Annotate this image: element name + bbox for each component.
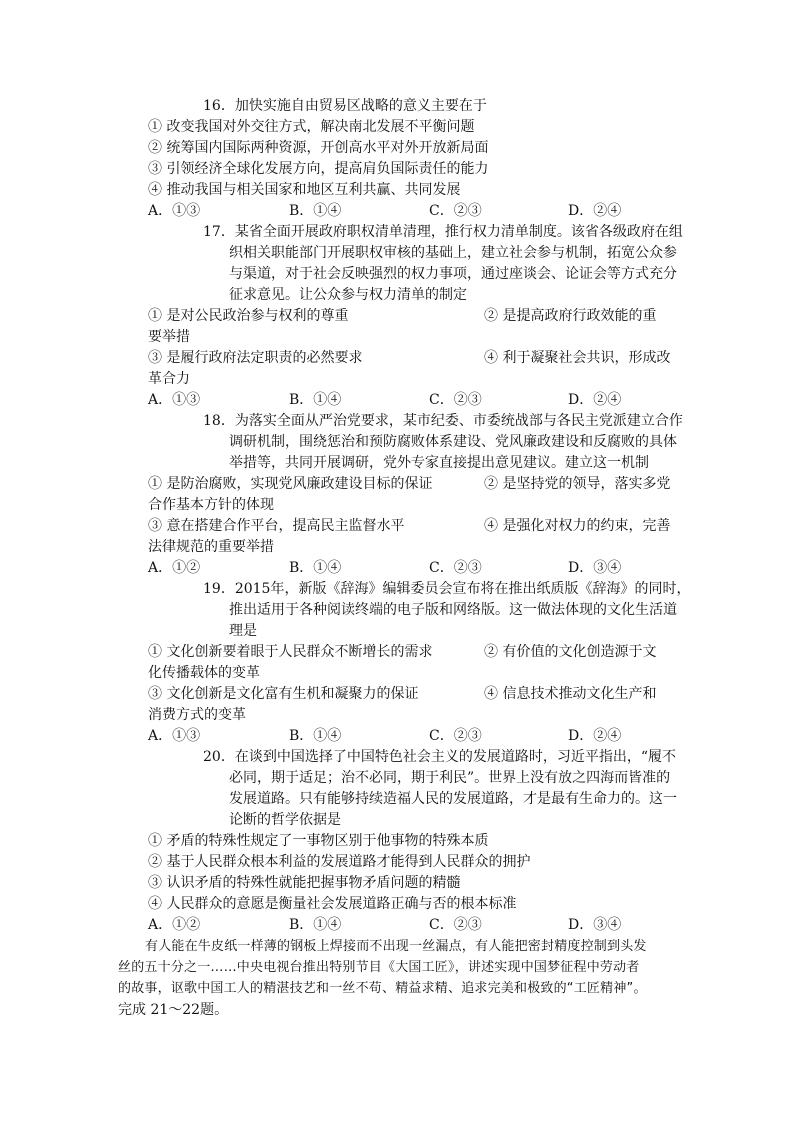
- question-stem-line: 征求意见。让公众参与权力清单的制定: [229, 287, 467, 303]
- option-4: ④ 利于凝聚社会共识，形成改: [484, 350, 671, 366]
- choice-d: D．③④: [568, 560, 622, 576]
- material-line: 的故事，讴歌中国工人的精湛技艺和一丝不苟、精益求精、追求完美和极致的“工匠精神”。: [118, 981, 647, 996]
- question-stem: 20．在谈到中国选择了中国特色社会主义的发展道路时，习近平指出，“履不: [203, 749, 676, 765]
- question-stem-line: 发展道路。只有能够持续造福人民的发展道路，才是最有生命力的。这一: [229, 791, 677, 807]
- choice-a: A．①③: [148, 392, 201, 408]
- choice-b: B．①④: [289, 728, 342, 744]
- choice-c: C．②③: [429, 203, 482, 219]
- choice-b: B．①④: [289, 392, 342, 408]
- choice-d: D．②④: [568, 203, 622, 219]
- question-stem-line: 必同，期于适足；治不必同，期于利民”。世界上没有放之四海而皆准的: [229, 770, 671, 786]
- option-1: ① 是对公民政治参与权利的尊重: [148, 308, 349, 324]
- question-stem: 17．某省全面开展政府职权清单清理，推行权力清单制度。该省各级政府在组: [203, 224, 683, 240]
- option-4-wrap: 法律规范的重要举措: [148, 539, 274, 555]
- material-instruction: 完成 21～22题。: [118, 1002, 229, 1018]
- choice-b: B．①④: [289, 203, 342, 219]
- option-4: ④ 信息技术推动文化生产和: [484, 686, 657, 702]
- option-1: ① 文化创新要着眼于人民群众不断增长的需求: [148, 644, 433, 660]
- choice-a: A．①②: [148, 560, 201, 576]
- option-3: ③ 文化创新是文化富有生机和凝聚力的保证: [148, 686, 419, 702]
- question-stem: 16．加快实施自由贸易区战略的意义主要在于: [203, 98, 487, 114]
- material-line: 有人能在牛皮纸一样薄的钢板上焊接而不出现一丝漏点，有人能把密封精度控制到头发: [145, 939, 647, 954]
- question-stem: 19．2015年，新版《辞海》编辑委员会宣布将在推出纸质版《辞海》的同时，: [203, 581, 691, 597]
- choice-d: D．②④: [568, 392, 622, 408]
- option-1: ① 是防治腐败，实现党风廉政建设目标的保证: [148, 476, 433, 492]
- question-stem-line: 与渠道，对于社会反映强烈的权力事项，通过座谈会、论证会等方式充分: [229, 266, 677, 282]
- option-1: ① 矛盾的特殊性规定了一事物区别于他事物的特殊本质: [148, 833, 489, 849]
- question-stem-line: 织相关职能部门开展职权审核的基础上，建立社会参与机制，拓宽公众参: [229, 245, 677, 261]
- choice-b: B．①④: [289, 560, 342, 576]
- option-2-wrap: 合作基本方针的体现: [148, 497, 274, 513]
- question-stem-line: 推出适用于各种阅读终端的电子版和网络版。这一做法体现的文化生活道: [229, 602, 677, 618]
- question-stem: 18．为落实全面从严治党要求，某市纪委、市委统战部与各民主党派建立合作: [203, 413, 683, 429]
- choice-b: B．①④: [289, 917, 342, 933]
- option-4-wrap: 革合力: [148, 371, 190, 387]
- option-2: ② 基于人民群众根本利益的发展道路才能得到人民群众的拥护: [148, 854, 531, 870]
- choice-c: C．②③: [429, 560, 482, 576]
- option-3: ③ 意在搭建合作平台，提高民主监督水平: [148, 518, 405, 534]
- question-stem-line: 理是: [229, 623, 257, 639]
- choice-d: D．②④: [568, 728, 622, 744]
- option-2-wrap: 要举措: [148, 329, 190, 345]
- option-4: ④ 推动我国与相关国家和地区互利共赢、共同发展: [148, 182, 461, 198]
- question-stem-line: 论断的哲学依据是: [229, 812, 341, 828]
- choice-a: A．①③: [148, 203, 201, 219]
- option-3: ③ 引领经济全球化发展方向，提高肩负国际责任的能力: [148, 161, 489, 177]
- choice-c: C．②③: [429, 392, 482, 408]
- question-stem-line: 举措等，共同开展调研，党外专家直接提出意见建议。建立这一机制: [229, 455, 649, 471]
- choice-d: D．③④: [568, 917, 622, 933]
- option-4: ④ 是强化对权力的约束，完善: [484, 518, 671, 534]
- choice-a: A．①②: [148, 917, 201, 933]
- material-line: 丝的五十分之一……中央电视台推出特别节目《大国工匠》，讲述实现中国梦征程中劳动者: [118, 960, 640, 975]
- option-4-wrap: 消费方式的变革: [148, 707, 246, 723]
- choice-c: C．②③: [429, 917, 482, 933]
- option-4: ④ 人民群众的意愿是衡量社会发展道路正确与否的根本标准: [148, 896, 517, 912]
- choice-a: A．①③: [148, 728, 201, 744]
- option-3: ③ 是履行政府法定职责的必然要求: [148, 350, 363, 366]
- option-2: ② 统筹国内国际两种资源，开创高水平对外开放新局面: [148, 140, 489, 156]
- option-2: ② 是坚持党的领导，落实多党: [484, 476, 671, 492]
- option-2: ② 有价值的文化创造源于文: [484, 644, 657, 660]
- option-3: ③ 认识矛盾的特殊性就能把握事物矛盾问题的精髓: [148, 875, 461, 891]
- option-2: ② 是提高政府行政效能的重: [484, 308, 657, 324]
- choice-c: C．②③: [429, 728, 482, 744]
- option-2-wrap: 化传播载体的变革: [148, 665, 260, 681]
- question-stem-line: 调研机制，围绕惩治和预防腐败体系建设、党风廉政建设和反腐败的具体: [229, 434, 677, 450]
- option-1: ① 改变我国对外交往方式，解决南北发展不平衡问题: [148, 119, 475, 135]
